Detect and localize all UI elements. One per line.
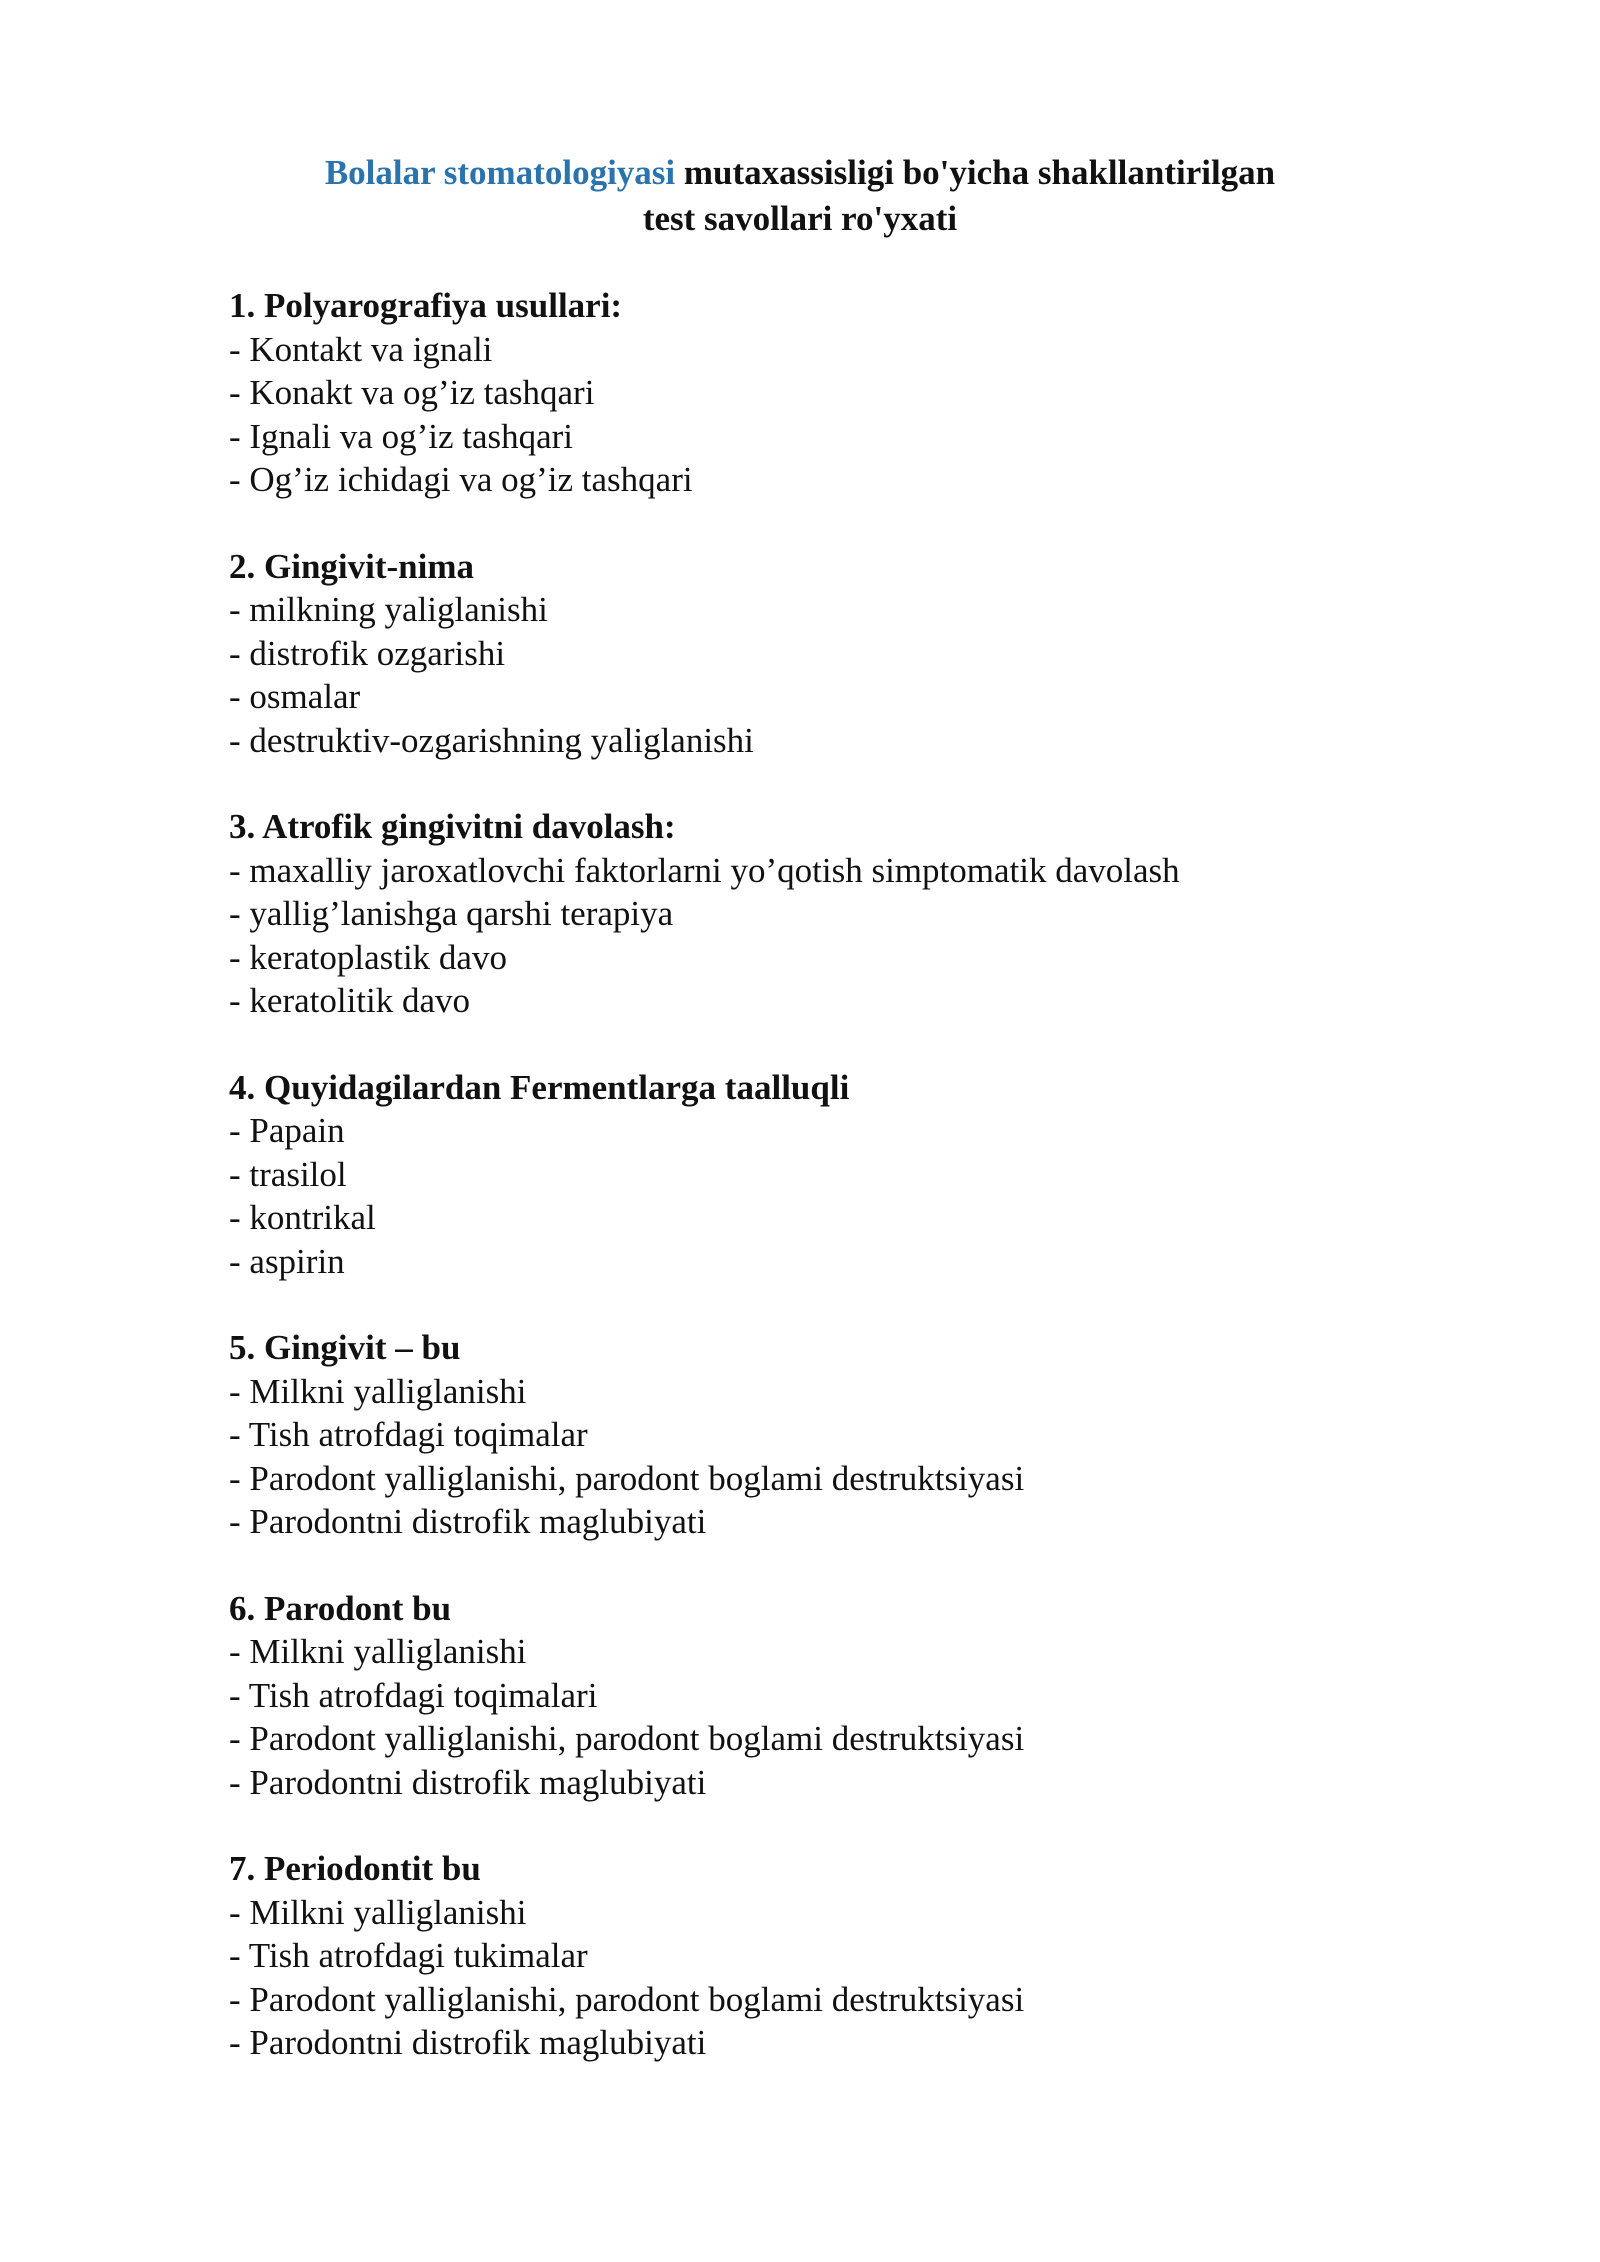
answer-option: - kontrikal [229, 1198, 376, 1237]
answer-option: - Milkni yalliglanishi [229, 1632, 527, 1671]
answer-option: - keratolitik davo [229, 981, 471, 1020]
question-number: 5. [229, 1328, 256, 1367]
answer-option: - trasilol [229, 1154, 347, 1194]
question-heading [229, 1326, 1409, 1370]
question-number: 7. [229, 1849, 256, 1888]
answer-options [229, 588, 1409, 762]
question-list [229, 284, 1409, 2108]
answer-option: - Kontakt va ignali [229, 329, 493, 369]
question-text: Quyidagilardan Fermentlarga taalluqli [264, 1067, 850, 1107]
question-2 [229, 545, 1409, 763]
question-text: Periodontit bu [264, 1849, 481, 1888]
title-line-2: test savollari ro'yxati [642, 199, 958, 238]
answer-option: - Ignali va og’iz tashqari [229, 416, 574, 456]
question-text: Polyarografiya usullari: [264, 286, 623, 325]
question-7 [229, 1847, 1409, 2065]
question-5 [229, 1326, 1409, 1544]
answer-option: - milkning yaliglanishi [229, 590, 548, 629]
question-heading [229, 1066, 1409, 1110]
answer-option: - Parodont yalliglanishi, parodont boglami destruktsiyasi [229, 1979, 1025, 2019]
answer-option: - Parodont yalliglanishi, parodont boglami destruktsiyasi [229, 1719, 1025, 1758]
question-number: 3. [229, 807, 256, 846]
answer-option: - Papain [229, 1111, 345, 1150]
answer-options [229, 1891, 1409, 2065]
answer-option: - destruktiv-ozgarishning yaliglanishi [229, 720, 754, 760]
answer-option: - Tish atrofdagi toqimalari [229, 1675, 598, 1715]
answer-option: - Parodontni distrofik maglubiyati [229, 2023, 707, 2062]
answer-options [229, 328, 1409, 502]
title-line-1 [0, 150, 1600, 196]
question-text: Parodont bu [264, 1588, 452, 1628]
answer-option: - maxalliy jaroxatlovchi faktorlarni yo’qotish simptomatik davolash [229, 850, 1180, 890]
answer-option: - Parodontni distrofik maglubiyati [229, 1762, 707, 1802]
answer-option: - keratoplastik davo [229, 937, 507, 977]
question-heading [229, 545, 1409, 589]
document-title [0, 150, 1600, 242]
answer-option: - Og’iz ichidagi va og’iz tashqari [229, 460, 693, 499]
answer-option: - Parodontni distrofik maglubiyati [229, 1502, 707, 1541]
question-6 [229, 1587, 1409, 1805]
question-text: Gingivit-nima [264, 546, 475, 586]
question-number: 6. [229, 1588, 256, 1628]
question-number: 1. [229, 286, 256, 325]
answer-options [229, 849, 1409, 1023]
answer-options [229, 1370, 1409, 1544]
answer-option: - distrofik ozgarishi [229, 633, 506, 673]
question-number: 2. [229, 546, 256, 586]
answer-option: - Tish atrofdagi tukimalar [229, 1936, 588, 1975]
answer-option: - Tish atrofdagi toqimalar [229, 1415, 588, 1454]
answer-option: - aspirin [229, 1241, 345, 1281]
answer-options [229, 1109, 1409, 1283]
answer-option: - Konakt va og’iz tashqari [229, 373, 595, 412]
question-number: 4. [229, 1067, 256, 1107]
answer-option: - Milkni yalliglanishi [229, 1371, 527, 1411]
question-text: Gingivit – bu [264, 1328, 461, 1367]
question-heading [229, 1587, 1409, 1631]
question-text: Atrofik gingivitni davolash: [262, 807, 676, 846]
title-rest: mutaxassisligi bo'yicha shakllantirilgan [675, 153, 1276, 192]
question-heading [229, 805, 1409, 849]
answer-option: - osmalar [229, 677, 361, 716]
title-accent: Bolalar stomatologiyasi [324, 153, 676, 192]
question-1 [229, 284, 1409, 502]
question-4 [229, 1066, 1409, 1284]
question-heading [229, 1847, 1409, 1891]
answer-option: - Parodont yalliglanishi, parodont boglami destruktsiyasi [229, 1458, 1025, 1498]
answer-options [229, 1630, 1409, 1804]
answer-option: - Milkni yalliglanishi [229, 1892, 527, 1932]
question-heading [229, 284, 1409, 328]
answer-option: - yallig’lanishga qarshi terapiya [229, 894, 674, 933]
question-3 [229, 805, 1409, 1023]
